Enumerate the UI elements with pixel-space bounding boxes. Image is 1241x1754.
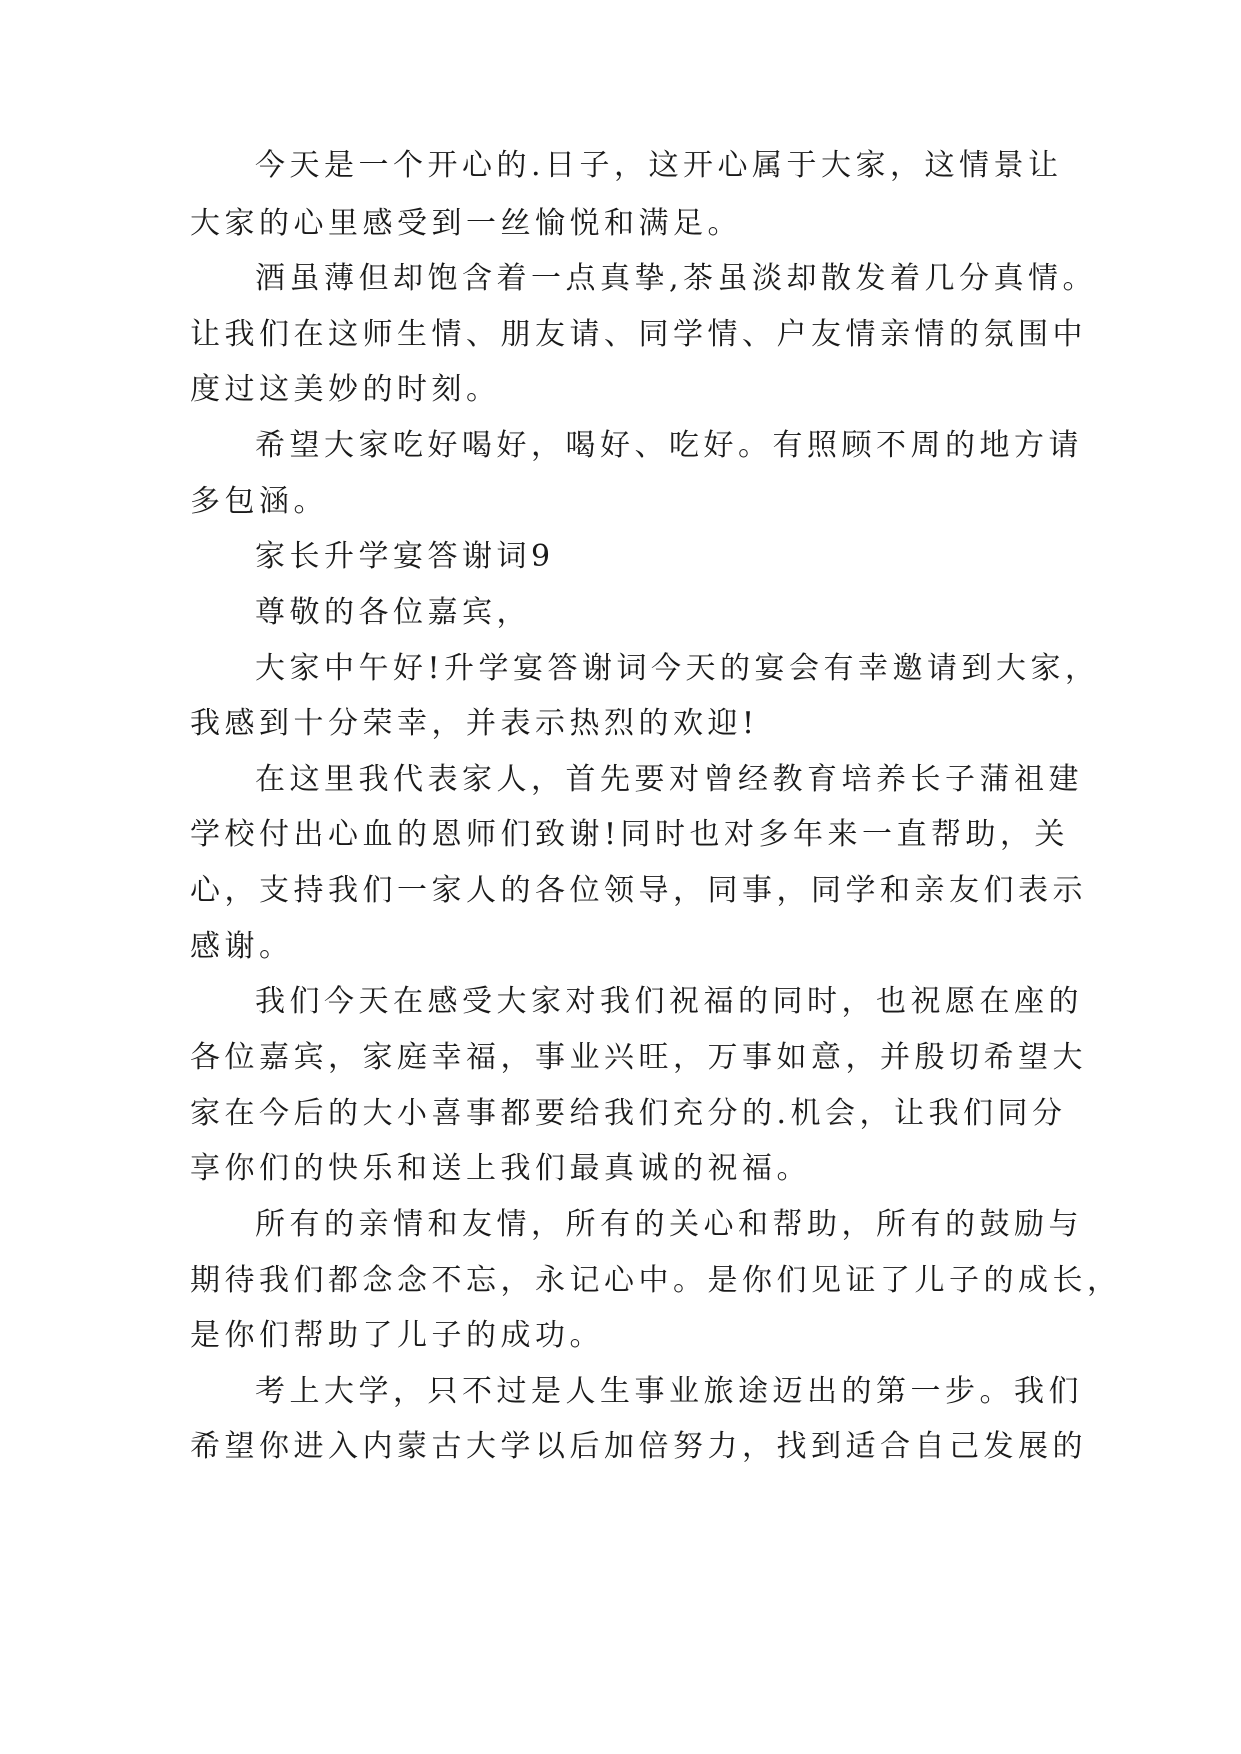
- text-line: 希望你进入内蒙古大学以后加倍努力，找到适合自己发展的: [190, 1429, 1087, 1464]
- text-line: 大家的心里感受到一丝愉悦和满足。: [190, 206, 742, 241]
- text-line: 期待我们都念念不忘，永记心中。是你们见证了儿子的成长，: [190, 1263, 1122, 1298]
- text-line: 享你们的快乐和送上我们最真诚的祝福。: [190, 1151, 811, 1186]
- text-line: 各位嘉宾，家庭幸福，事业兴旺，万事如意，并殷切希望大: [190, 1040, 1087, 1075]
- text-line: 所有的亲情和友情，所有的关心和帮助，所有的鼓励与: [255, 1207, 1083, 1242]
- text-line: 我们今天在感受大家对我们祝福的同时，也祝愿在座的: [255, 984, 1083, 1019]
- text-line: 是你们帮助了儿子的成功。: [190, 1318, 604, 1353]
- text-line: 度过这美妙的时刻。: [190, 372, 501, 407]
- text-line: 我感到十分荣幸，并表示热烈的欢迎!: [190, 706, 759, 741]
- text-line: 让我们在这师生情、朋友请、同学情、户友情亲情的氛围中: [190, 317, 1087, 352]
- text-line: 在这里我代表家人，首先要对曾经教育培养长子蒲祖建: [255, 762, 1083, 797]
- text-line: 希望大家吃好喝好，喝好、吃好。有照顾不周的地方请: [255, 428, 1083, 463]
- text-line: 心，支持我们一家人的各位领导，同事，同学和亲友们表示: [190, 873, 1087, 908]
- text-line: 多包涵。: [190, 484, 328, 519]
- salutation: 尊敬的各位嘉宾，: [255, 595, 531, 630]
- text-line: 学校付出心血的恩师们致谢!同时也对多年来一直帮助，关: [190, 817, 1070, 852]
- text-line: 酒虽薄但却饱含着一点真挚,茶虽淡却散发着几分真情。: [255, 261, 1098, 296]
- section-heading: 家长升学宴答谢词9: [255, 539, 555, 574]
- text-line: 家在今后的大小喜事都要给我们充分的.机会，让我们同分: [190, 1096, 1067, 1131]
- text-line: 今天是一个开心的.日子，这开心属于大家，这情景让: [255, 148, 1063, 183]
- text-line: 考上大学，只不过是人生事业旅途迈出的第一步。我们: [255, 1374, 1083, 1409]
- text-line: 大家中午好!升学宴答谢词今天的宴会有幸邀请到大家，: [255, 651, 1100, 686]
- text-line: 感谢。: [190, 929, 294, 964]
